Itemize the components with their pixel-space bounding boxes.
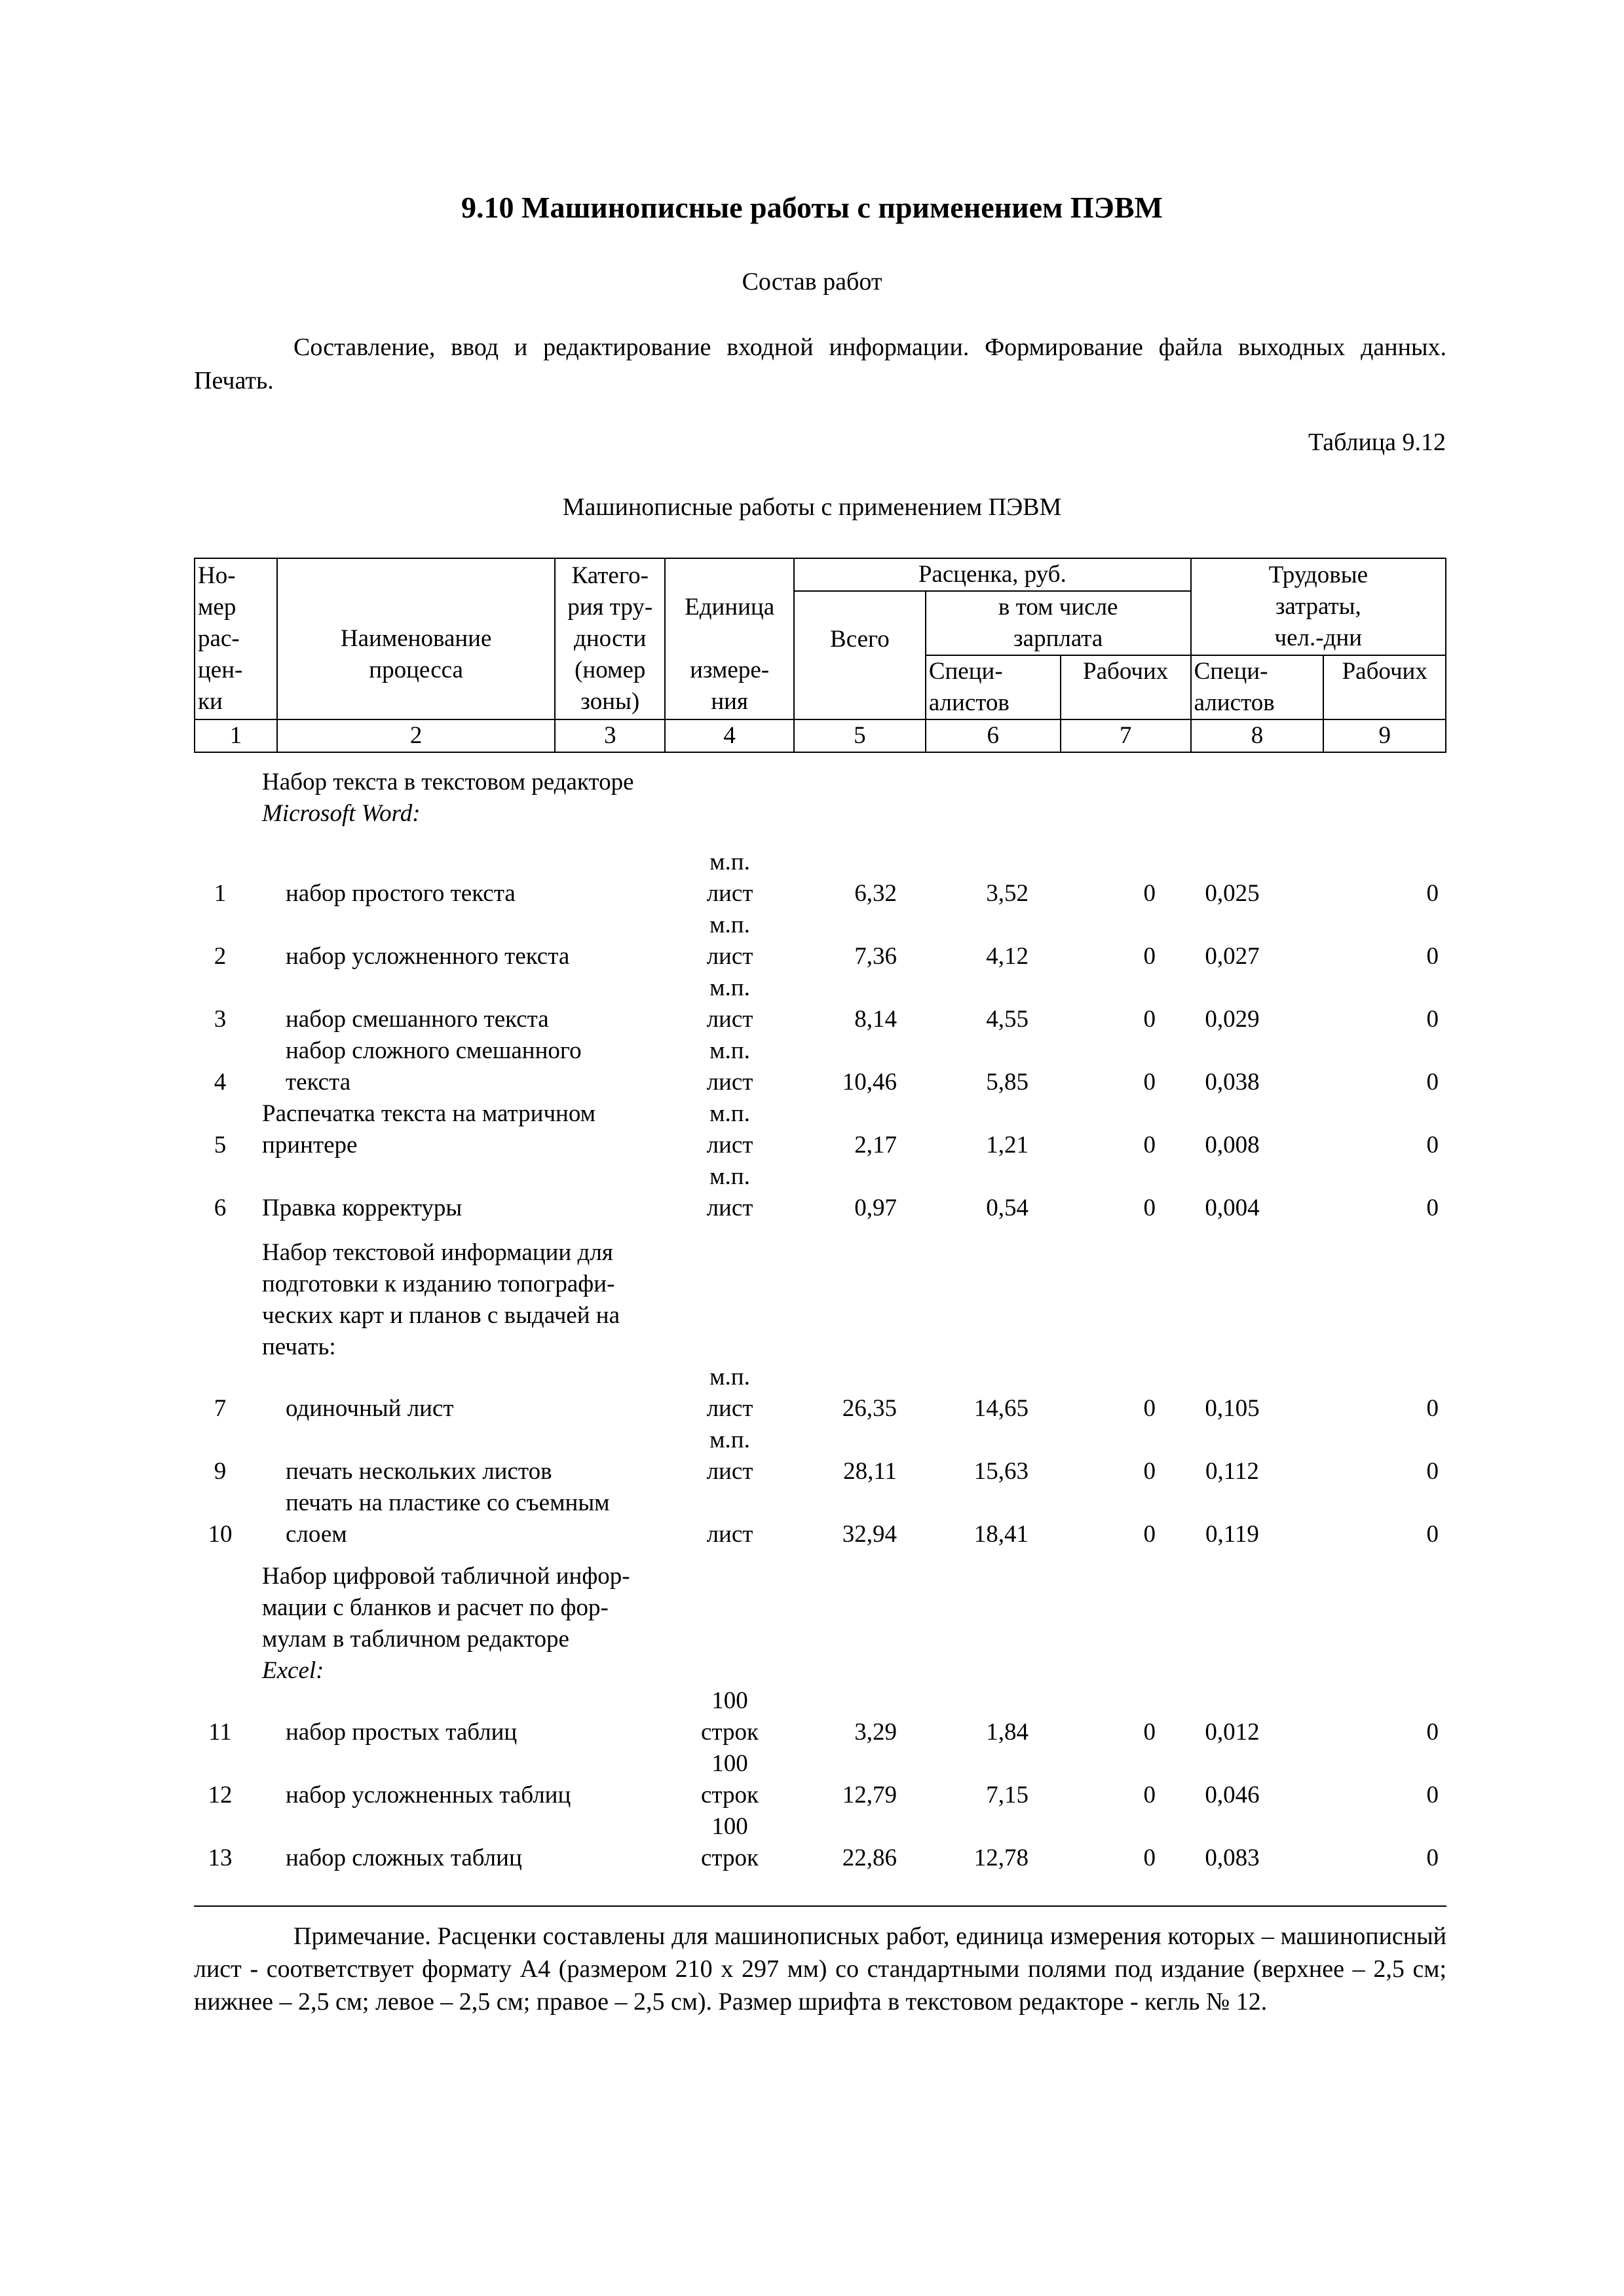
labor-specialists: 0,027	[1205, 943, 1260, 970]
process-name: одиночный лист	[286, 1395, 454, 1422]
process-name: набор усложненных таблиц	[286, 1782, 571, 1808]
unit: 100 строк	[700, 1813, 759, 1871]
price-specialists: 0,54	[986, 1195, 1029, 1221]
process-name: Правка корректуры	[262, 1195, 463, 1221]
price-total: 22,86	[842, 1845, 897, 1871]
price-specialists: 18,41	[973, 1521, 1029, 1548]
price-total: 32,94	[842, 1521, 897, 1548]
table-row	[194, 1098, 1446, 1161]
labor-workers: 0	[1426, 1458, 1439, 1485]
unit: лист	[706, 1521, 753, 1548]
intro-paragraph: Составление, ввод и редактирование входной информации. Формирование файла выходных данных. Печать.	[194, 334, 1446, 394]
column-number: 7	[1061, 719, 1191, 752]
process-name: набор простых таблиц	[286, 1719, 518, 1746]
footnote: Примечание. Расценки составлены для машинописных работ, единица измерения которых – машинописный лист - соответствует формату А4 (размером 210 х 297 мм) со стандартными полями под издание (верхнее – 2,5 см; нижнее – 2,5 см; левое – 2,5 см; правое – 2,5 см). Размер шрифта в текстовом редакторе - кегль № 12.	[194, 1923, 1446, 2016]
labor-specialists: 0,083	[1205, 1845, 1260, 1871]
rate-number: 2	[214, 943, 227, 970]
process-name: набор сложных таблиц	[286, 1845, 522, 1871]
column-number: 4	[665, 719, 794, 752]
header-price-incl: в том числе зарплата	[926, 591, 1191, 655]
price-workers: 0	[1143, 1395, 1156, 1422]
price-specialists: 3,52	[986, 880, 1029, 907]
price-workers: 0	[1143, 1845, 1156, 1871]
table-header	[194, 558, 1446, 753]
table-row	[194, 1362, 1446, 1425]
process-name: печать на пластике со съемным слоем	[286, 1489, 610, 1548]
price-total: 0,97	[854, 1195, 897, 1221]
header-labor-group: Трудовые затраты, чел.-дни	[1191, 558, 1446, 655]
price-workers: 0	[1143, 1195, 1156, 1221]
labor-specialists: 0,038	[1205, 1069, 1260, 1096]
unit: м.п. лист	[706, 974, 753, 1033]
section-label: Состав работ	[742, 268, 882, 296]
labor-workers: 0	[1426, 1069, 1439, 1096]
process-name: набор сложного смешанного текста	[286, 1037, 582, 1096]
process-name: набор смешанного текста	[286, 1006, 549, 1033]
unit: м.п. лист	[706, 1163, 753, 1221]
table-row	[194, 1161, 1446, 1224]
price-specialists: 14,65	[973, 1395, 1029, 1422]
price-specialists: 12,78	[973, 1845, 1029, 1871]
price-workers: 0	[1143, 1006, 1156, 1033]
header-price-total: Всего	[794, 591, 926, 719]
labor-specialists: 0,029	[1205, 1006, 1260, 1033]
section-heading: Набор цифровой табличной инфор- мации с бланков и расчет по фор- мулам в табличном редакторе Excel:	[262, 1563, 630, 1684]
table-row	[194, 847, 1446, 909]
price-specialists: 1,84	[986, 1719, 1029, 1746]
table-row	[194, 972, 1446, 1035]
labor-workers: 0	[1426, 1395, 1439, 1422]
price-specialists: 5,85	[986, 1069, 1029, 1096]
header-price-group: Расценка, руб.	[794, 558, 1191, 591]
rate-number: 12	[208, 1782, 233, 1808]
price-specialists: 4,12	[986, 943, 1029, 970]
price-total: 12,79	[842, 1782, 897, 1808]
header-price-workers: Рабочих	[1061, 655, 1191, 719]
unit: м.п. лист	[706, 1364, 753, 1422]
labor-specialists: 0,008	[1205, 1132, 1260, 1158]
price-total: 6,32	[854, 880, 897, 907]
rate-number: 7	[214, 1395, 227, 1422]
header-process-name: Наименование процесса	[277, 558, 555, 719]
column-number: 9	[1323, 719, 1446, 752]
rate-number: 3	[214, 1006, 227, 1033]
table-row	[194, 1487, 1446, 1550]
labor-workers: 0	[1426, 1521, 1439, 1548]
rate-number: 4	[214, 1069, 227, 1096]
price-specialists: 4,55	[986, 1006, 1029, 1033]
unit: м.п. лист	[706, 1100, 753, 1158]
unit: м.п. лист	[706, 1037, 753, 1096]
price-total: 28,11	[843, 1458, 897, 1485]
table-number: Таблица 9.12	[1308, 429, 1446, 456]
labor-workers: 0	[1426, 880, 1439, 907]
unit: 100 строк	[700, 1750, 759, 1808]
rate-number: 5	[214, 1132, 227, 1158]
price-total: 2,17	[854, 1132, 897, 1158]
labor-workers: 0	[1426, 1845, 1439, 1871]
unit: м.п. лист	[706, 849, 753, 907]
column-number: 6	[926, 719, 1061, 752]
price-total: 7,36	[854, 943, 897, 970]
table-row	[194, 909, 1446, 972]
process-name: набор простого текста	[286, 880, 516, 907]
document-heading: 9.10 Машинописные работы с применением ПЭВМ	[461, 191, 1163, 224]
price-total: 3,29	[854, 1719, 897, 1746]
price-workers: 0	[1143, 1782, 1156, 1808]
labor-specialists: 0,046	[1205, 1782, 1260, 1808]
price-workers: 0	[1143, 1458, 1156, 1485]
header-unit: Единица измере- ния	[665, 558, 794, 719]
column-number: 2	[277, 719, 555, 752]
labor-specialists: 0,112	[1205, 1458, 1259, 1485]
labor-specialists: 0,025	[1205, 880, 1260, 907]
price-specialists: 1,21	[986, 1132, 1029, 1158]
labor-specialists: 0,012	[1205, 1719, 1260, 1746]
price-workers: 0	[1143, 1521, 1156, 1548]
header-rate-number: Но- мер рас- цен- ки	[195, 558, 277, 719]
column-number: 5	[794, 719, 926, 752]
rate-number: 9	[214, 1458, 227, 1485]
unit: 100 строк	[700, 1687, 759, 1746]
header-price-specialists: Специ- алистов	[926, 655, 1061, 719]
table-row	[194, 1035, 1446, 1098]
price-workers: 0	[1143, 943, 1156, 970]
rate-number: 13	[208, 1845, 233, 1871]
labor-specialists: 0,105	[1205, 1395, 1260, 1422]
header-labor-workers: Рабочих	[1323, 655, 1446, 719]
column-number: 1	[195, 719, 277, 752]
labor-workers: 0	[1426, 1782, 1439, 1808]
rate-number: 1	[214, 880, 227, 907]
price-workers: 0	[1143, 880, 1156, 907]
process-name: набор усложненного текста	[286, 943, 570, 970]
labor-workers: 0	[1426, 1006, 1439, 1033]
section-heading: Набор текстовой информации для подготовки к изданию топографи- ческих карт и планов с выдачей на печать:	[262, 1239, 620, 1360]
rate-number: 6	[214, 1195, 227, 1221]
unit: м.п. лист	[706, 1426, 753, 1485]
price-specialists: 15,63	[973, 1458, 1029, 1485]
rate-number: 11	[208, 1719, 232, 1746]
process-name: Распечатка текста на матричном принтере	[262, 1100, 596, 1158]
price-workers: 0	[1143, 1132, 1156, 1158]
labor-workers: 0	[1426, 1719, 1439, 1746]
table-bottom-rule	[194, 1905, 1446, 1907]
process-name: печать нескольких листов	[286, 1458, 552, 1485]
table-row	[194, 1811, 1446, 1874]
labor-workers: 0	[1426, 1132, 1439, 1158]
rate-number: 10	[208, 1521, 233, 1548]
labor-workers: 0	[1426, 943, 1439, 970]
price-total: 26,35	[842, 1395, 897, 1422]
price-total: 10,46	[842, 1069, 897, 1096]
table-row	[194, 1685, 1446, 1748]
table-row	[194, 1425, 1446, 1487]
table-caption: Машинописные работы с применением ПЭВМ	[562, 493, 1062, 521]
header-labor-specialists: Специ- алистов	[1191, 655, 1324, 719]
column-number: 3	[555, 719, 665, 752]
unit: м.п. лист	[706, 911, 753, 970]
table-row	[194, 1748, 1446, 1811]
header-category: Катего- рия тру- дности (номер зоны)	[555, 558, 665, 719]
price-workers: 0	[1143, 1719, 1156, 1746]
price-specialists: 7,15	[986, 1782, 1029, 1808]
labor-specialists: 0,004	[1205, 1195, 1260, 1221]
price-workers: 0	[1143, 1069, 1156, 1096]
column-number: 8	[1191, 719, 1324, 752]
labor-workers: 0	[1426, 1195, 1439, 1221]
price-total: 8,14	[854, 1006, 897, 1033]
labor-specialists: 0,119	[1205, 1521, 1259, 1548]
section-heading: Набор текста в текстовом редакторе Microsoft Word:	[262, 769, 634, 827]
